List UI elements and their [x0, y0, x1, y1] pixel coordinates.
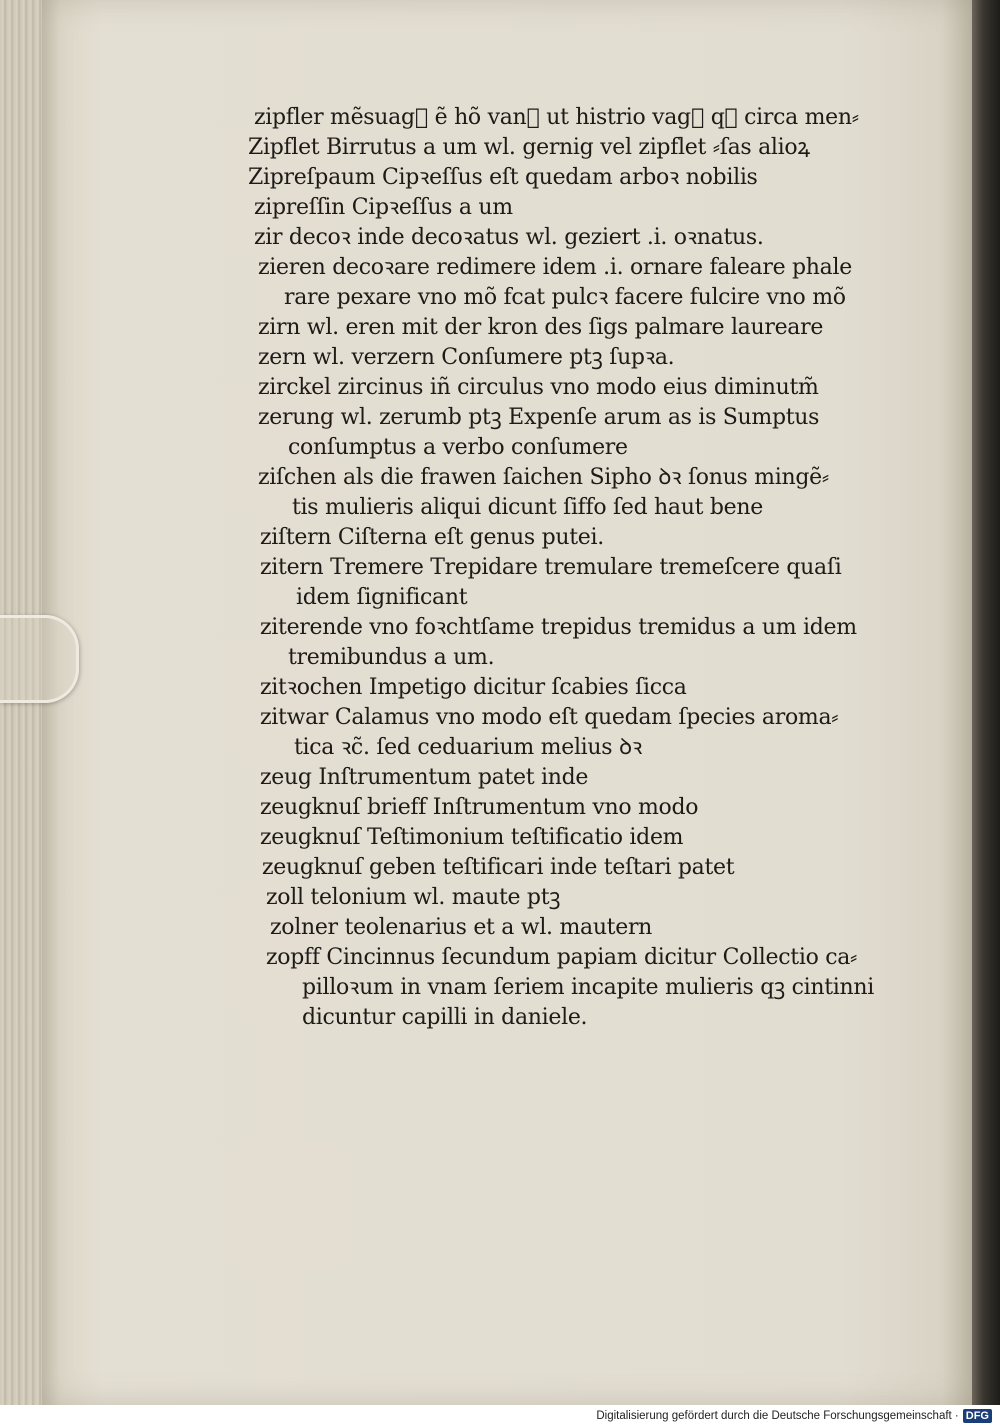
text-line: Zipflet Birrutus a um wl. gernig vel zipflet ⸗ſas alioꝝ — [248, 135, 810, 160]
funding-credit: Digitalisierung gefördert durch die Deutsche Forschungsgemeinschaft · — [596, 1409, 959, 1422]
page-text — [246, 103, 906, 1033]
text-line: conſumptus a verbo conſumere — [288, 435, 628, 460]
text-line: zirckel zircinus iñ circulus vno modo eius diminutm̃ — [258, 375, 819, 400]
text-line: tremibundus a um. — [288, 645, 495, 670]
text-line: zipfler mẽsuag᷒ ẽ hõ van᷒ ut histrio vag᷒ qꝫ circa men⸗ — [254, 105, 859, 130]
text-line: idem ſignificant — [296, 585, 468, 610]
book-clasp — [0, 615, 79, 703]
text-line: zolner teolenarius et a wl. mautern — [270, 915, 653, 940]
text-line: rare pexare vno mõ fcat pulcꝛ facere fulcire vno mõ — [284, 285, 846, 310]
text-line: zoll telonium wl. maute ptꝫ — [266, 885, 561, 910]
book-gutter — [972, 0, 1000, 1405]
text-line: zeug Inſtrumentum patet inde — [260, 765, 589, 790]
text-line: zir decoꝛ inde decoꝛatus wl. geziert .i. oꝛnatus. — [254, 225, 764, 250]
text-line: ziſtern Ciſterna eſt genus putei. — [260, 525, 604, 550]
text-line: zerung wl. zerumb ptꝫ Expenſe arum as is Sumptus — [258, 405, 820, 430]
text-line: zitern Tremere Trepidare tremulare tremeſcere quaſi — [260, 555, 842, 580]
text-line: zitꝛochen Impetigo dicitur ſcabies ſicca — [260, 675, 687, 700]
text-line: tis mulieris aliqui dicunt ſiffo ſed haut bene — [292, 495, 763, 520]
text-line: zeugknuſ geben teſtificari inde teſtari patet — [262, 855, 735, 880]
text-line: Zipreſpaum Cipꝛeſſus eſt quedam arboꝛ nobilis — [248, 165, 758, 190]
footer-bar — [0, 1405, 1000, 1426]
text-line: tica ꝛc̃. ſed ceduarium melius ꝺꝛ — [294, 735, 642, 760]
text-line: dicuntur capilli in daniele. — [302, 1005, 588, 1030]
text-line: zitwar Calamus vno modo eſt quedam ſpecies aroma⸗ — [260, 705, 839, 730]
text-line: zeugknuſ brieff Inſtrumentum vno modo — [260, 795, 699, 820]
text-line: zieren decoꝛare redimere idem .i. ornare faleare phale — [258, 255, 852, 280]
text-line: zeugknuſ Teſtimonium teſtificatio idem — [260, 825, 684, 850]
text-line: zirn wl. eren mit der kron des ſigs palmare laureare — [258, 315, 824, 340]
text-line: pilloꝛum in vnam ſeriem incapite mulieris qꝫ cintinni — [302, 975, 875, 1000]
text-line: ziterende vno foꝛchtſame trepidus tremidus a um idem — [260, 615, 857, 640]
dfg-logo-icon: DFG — [963, 1409, 992, 1423]
text-line: ziſchen als die frawen ſaichen Sipho ꝺꝛ ſonus mingẽ⸗ — [258, 465, 829, 490]
text-line: zopff Cincinnus ſecundum papiam dicitur Collectio ca⸗ — [266, 945, 858, 970]
text-line: zipreſſin Cipꝛeſſus a um — [254, 195, 513, 220]
text-line: zern wl. verzern Conſumere ptꝫ ſupꝛa. — [258, 345, 675, 370]
